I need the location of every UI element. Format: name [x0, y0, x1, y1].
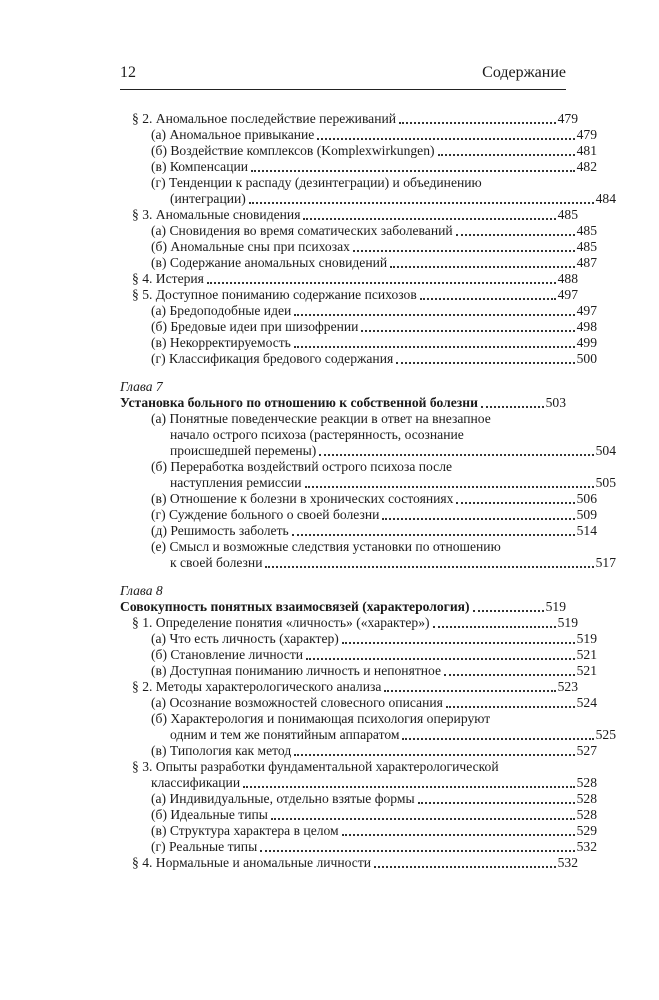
toc-page: 509: [576, 507, 597, 522]
toc-page: 521: [576, 663, 597, 678]
toc-leader: [353, 250, 575, 252]
toc-leader: [251, 170, 575, 172]
toc-entry-text: § 3. Аномальные сновидения: [132, 207, 301, 222]
toc-entry: [120, 287, 578, 303]
toc-page: 481: [576, 143, 597, 158]
toc-page: 503: [545, 395, 566, 410]
toc-leader: [292, 534, 575, 536]
toc-page: 505: [595, 475, 616, 490]
toc-entry-text: (в) Типология как метод: [151, 743, 292, 758]
toc-page: 498: [576, 319, 597, 334]
toc-entry-continuation: [120, 727, 616, 743]
toc-page: 514: [576, 523, 597, 538]
toc-page: 525: [595, 727, 616, 742]
toc-leader: [438, 154, 575, 156]
toc-leader: [396, 362, 574, 364]
toc-leader: [374, 866, 556, 868]
toc-entry-text: классификации: [151, 775, 241, 790]
toc-entry-text: § 5. Доступное пониманию содержание психозов: [132, 287, 417, 302]
chapter-title-text: Установка больного по отношению к собственной болезни: [120, 395, 478, 410]
toc-entry-text: (б) Бредовые идеи при шизофрении: [151, 319, 359, 334]
toc-entry: [120, 711, 597, 727]
toc-entry: [120, 411, 597, 427]
toc-entry-text: (в) Содержание аномальных сновидений: [151, 255, 388, 270]
toc-page: 485: [576, 239, 597, 254]
toc-entry: [120, 743, 597, 759]
toc-entry: [120, 695, 597, 711]
chapter-label: Глава 7: [120, 379, 163, 394]
toc-leader: [243, 786, 575, 788]
toc-entry-continuation: [120, 191, 616, 207]
toc-leader: [319, 454, 593, 456]
running-title: Содержание: [482, 64, 566, 81]
chapter-label: Глава 8: [120, 583, 163, 598]
chapter-title: [120, 599, 566, 615]
toc-leader: [265, 566, 593, 568]
toc-entry: [120, 663, 597, 679]
toc-entry-text: (б) Аномальные сны при психозах: [151, 239, 350, 254]
toc-page: 482: [576, 159, 597, 174]
toc-entry-text: к своей болезни: [170, 555, 263, 570]
toc-page: 487: [576, 255, 597, 270]
toc-page: 532: [557, 855, 578, 870]
toc-leader: [249, 202, 594, 204]
toc-leader: [294, 754, 574, 756]
toc-leader: [418, 802, 575, 804]
toc-leader: [306, 658, 575, 660]
toc-page: 527: [576, 743, 597, 758]
toc-entry-text: (интеграции): [170, 191, 246, 206]
toc-page: 497: [557, 287, 578, 302]
toc-page: 519: [545, 599, 566, 614]
toc-entry-continuation: [120, 775, 597, 791]
toc-entry: [120, 759, 578, 775]
toc-page: 506: [576, 491, 597, 506]
toc-page: 529: [576, 823, 597, 838]
toc-entry-text: (в) Компенсации: [151, 159, 249, 174]
toc-leader: [456, 502, 574, 504]
toc-page: 532: [576, 839, 597, 854]
toc-page: 523: [557, 679, 578, 694]
toc-entry: [120, 127, 597, 143]
toc-page: 499: [576, 335, 597, 350]
running-header: [120, 62, 566, 84]
toc-entry-text: (в) Доступная пониманию личность и непонятное: [151, 663, 442, 678]
toc-page: 485: [576, 223, 597, 238]
toc-entry: [120, 271, 578, 287]
toc-leader: [481, 406, 544, 408]
toc-leader: [294, 346, 575, 348]
toc-entry-text: § 2. Аномальное последействие переживаний: [132, 111, 397, 126]
toc-entry-continuation: [120, 475, 616, 491]
toc-entry: [120, 207, 578, 223]
toc-entry-line: начало острого психоза (растерянность, осознание: [170, 427, 464, 442]
toc-entry-text: (а) Что есть личность (характер): [151, 631, 339, 646]
chapter-title-text: Совокупность понятных взаимосвязей (характерология): [120, 599, 470, 614]
toc-leader: [303, 218, 555, 220]
toc-entry-text: § 1. Определение понятия «личность» («характер»): [132, 615, 430, 630]
toc-entry-text: § 2. Методы характерологического анализа: [132, 679, 382, 694]
toc-leader: [361, 330, 574, 332]
toc-entry-line: (б) Характерология и понимающая психология оперируют: [151, 711, 491, 726]
toc-entry-text: одним и тем же понятийным аппаратом: [170, 727, 400, 742]
toc-entry: [120, 807, 597, 823]
toc-page: 479: [557, 111, 578, 126]
toc-page: 521: [576, 647, 597, 662]
toc-entry-continuation: [120, 443, 616, 459]
toc-entry-text: (б) Становление личности: [151, 647, 304, 662]
toc-page: 528: [576, 807, 597, 822]
toc-page: 485: [557, 207, 578, 222]
toc-leader: [260, 850, 574, 852]
toc-leader: [402, 738, 593, 740]
toc-leader: [305, 486, 594, 488]
header-rule: [120, 89, 566, 90]
toc-entry-continuation: [120, 555, 616, 571]
toc-page: 488: [557, 271, 578, 286]
toc-page: 519: [557, 615, 578, 630]
toc-leader: [317, 138, 574, 140]
toc-entry-line: (г) Тенденции к распаду (дезинтеграции) и объединению: [151, 175, 482, 190]
toc-entry: [120, 491, 597, 507]
toc-leader: [420, 298, 556, 300]
toc-entry-text: (б) Воздействие комплексов (Komplexwirkungen): [151, 143, 435, 158]
toc-entry: [120, 111, 578, 127]
toc-entry-text: (в) Структура характера в целом: [151, 823, 339, 838]
toc-entry: [120, 459, 597, 475]
toc-entry-line: § 3. Опыты разработки фундаментальной характерологической: [132, 759, 499, 774]
toc-entry: [120, 223, 597, 239]
toc-entry: [120, 647, 597, 663]
toc-page: 519: [576, 631, 597, 646]
toc-entry: [120, 335, 597, 351]
toc-entry: [120, 159, 597, 175]
toc-entry: [120, 143, 597, 159]
toc-entry: [120, 679, 578, 695]
toc-entry-text: (а) Аномальное привыкание: [151, 127, 315, 142]
toc-entry-text: (г) Реальные типы: [151, 839, 258, 854]
toc-entry-text: (д) Решимость заболеть: [151, 523, 289, 538]
toc-entry: [120, 839, 597, 855]
toc-leader: [473, 610, 544, 612]
toc-entry-text: § 4. Нормальные и аномальные личности: [132, 855, 372, 870]
toc-leader: [342, 834, 575, 836]
toc-entry: [120, 539, 597, 555]
toc-entry-line: (е) Смысл и возможные следствия установки по отношению: [151, 539, 501, 554]
toc-entry: [120, 615, 578, 631]
toc-leader: [399, 122, 556, 124]
toc-entry: [120, 507, 597, 523]
toc-entry: [120, 855, 578, 871]
toc-entry-text: (а) Осознание возможностей словесного описания: [151, 695, 443, 710]
toc-entry-text: (а) Сновидения во время соматических заболеваний: [151, 223, 453, 238]
toc-entry: [120, 631, 597, 647]
toc-entry-text: (а) Бредоподобные идеи: [151, 303, 292, 318]
toc-page: 528: [576, 775, 597, 790]
toc-entry-text: § 4. Истерия: [132, 271, 204, 286]
toc-page: 528: [576, 791, 597, 806]
toc-entry: [120, 239, 597, 255]
toc-entry-text: (б) Идеальные типы: [151, 807, 268, 822]
page-number: 12: [120, 64, 136, 81]
toc-leader: [294, 314, 574, 316]
toc-entry-line: (б) Переработка воздействий острого психоза после: [151, 459, 453, 474]
toc-leader: [433, 626, 556, 628]
toc-entry: [120, 523, 597, 539]
toc-page: 517: [595, 555, 616, 570]
toc-entry: [120, 255, 597, 271]
toc-entry-text: (г) Классификация бредового содержания: [151, 351, 394, 366]
toc-entry: [120, 791, 597, 807]
toc-leader: [444, 674, 575, 676]
toc-leader: [456, 234, 575, 236]
toc-leader: [342, 642, 575, 644]
toc-entry-text: (г) Суждение больного о своей болезни: [151, 507, 380, 522]
toc-page: 497: [576, 303, 597, 318]
toc-page: 479: [576, 127, 597, 142]
toc-entry: [120, 319, 597, 335]
toc-entry: [120, 303, 597, 319]
toc-entry-text: (в) Отношение к болезни в хронических состояниях: [151, 491, 454, 506]
toc-leader: [446, 706, 575, 708]
toc-entry: [120, 175, 597, 191]
toc-leader: [382, 518, 574, 520]
toc-entry-line: (а) Понятные поведенческие реакции в ответ на внезапное: [151, 411, 491, 426]
toc-page: 500: [576, 351, 597, 366]
toc-entry-text: происшедшей перемены): [170, 443, 317, 458]
toc-leader: [207, 282, 556, 284]
toc-page: 524: [576, 695, 597, 710]
toc-page: 504: [595, 443, 616, 458]
toc-leader: [390, 266, 574, 268]
toc-entry: [120, 823, 597, 839]
toc-entry-text: (а) Индивидуальные, отдельно взятые формы: [151, 791, 415, 806]
toc-entry-text: наступления ремиссии: [170, 475, 302, 490]
chapter-title: [120, 395, 566, 411]
toc-entry-continuation: [120, 427, 616, 443]
toc-entry: [120, 351, 597, 367]
toc-page: 484: [595, 191, 616, 206]
toc-leader: [384, 690, 555, 692]
toc-entry-text: (в) Некорректируемость: [151, 335, 291, 350]
toc-leader: [271, 818, 575, 820]
